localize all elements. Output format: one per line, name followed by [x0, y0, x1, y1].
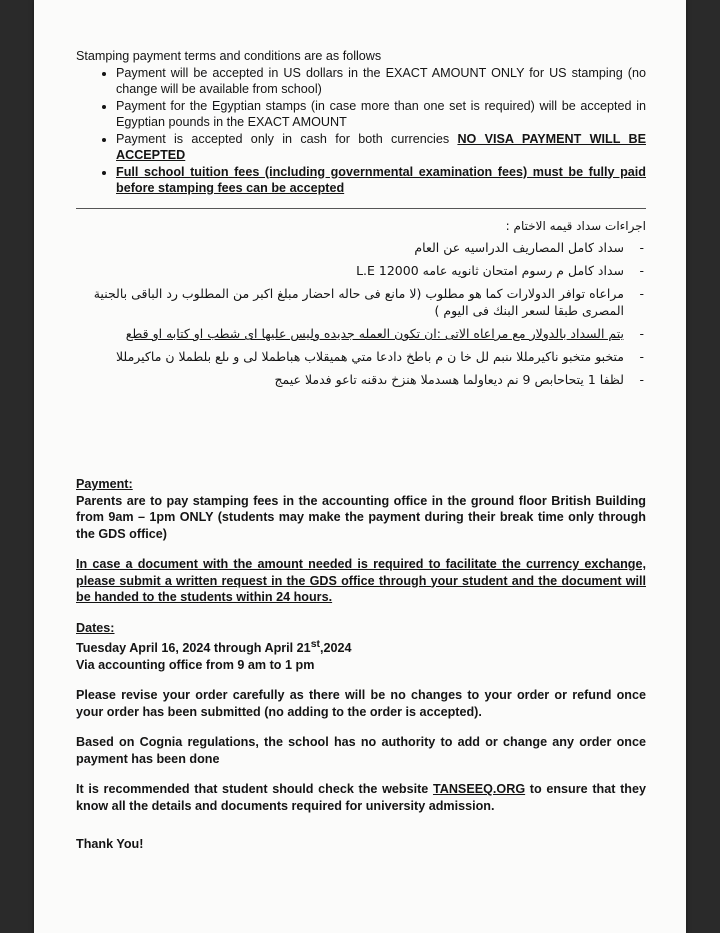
cognia-note: Based on Cognia regulations, the school has no authority to add or change any order once payment has been done: [76, 735, 646, 766]
arabic-item: - سداد كامل م رسوم امتحان ثانويه عامه 12000 L.E: [76, 262, 646, 279]
arabic-item: - لظفا 1 يتحاحابص 9 نم ديعاولما هسدملا هنزخ ىدقنه تاعو فدملا عيمج: [76, 371, 646, 388]
arabic-item: - متخبو متخبو ناكيرمللا ىنبم لل خا ن م باطخ دادعا متي هميقلاب هباطملا لى و ىلع بلطملا ن ماكيرمللا: [76, 348, 646, 365]
arabic-list: [76, 239, 646, 388]
terms-item-text: Payment is accepted only in cash for both currencies: [116, 131, 458, 146]
arabic-item: - سداد كامل المصاريف الدراسيه عن العام: [76, 239, 646, 256]
payment-heading: Payment:: [76, 477, 133, 491]
terms-intro: Stamping payment terms and conditions are as follows: [76, 49, 382, 63]
dates-range-end: ,2024: [320, 641, 352, 656]
arabic-section: [76, 218, 646, 394]
arabic-item: - مراعاه توافر الدولارات كما هو مطلوب (لا مانع فى حاله احضار مبلغ اكبر من المطلوب رد الباقى بالجنية المصرى طبقا لسعر البنك فى اليوم ): [76, 285, 646, 319]
tanseeq-link[interactable]: TANSEEQ.ORG: [432, 782, 526, 797]
arabic-item: - يتم السداد بالدولار مع مراعاه الاتى :ان تكون العمله جديده وليس عليها اى شطب او كتابه او قطع: [76, 325, 646, 342]
terms-item-text: Payment will be accepted in US dollars in the EXACT AMOUNT ONLY for US stamping (no change will be available from school): [116, 65, 646, 96]
english-section: [76, 476, 646, 867]
dates-ordinal: st: [310, 638, 321, 650]
document-page: [34, 0, 686, 933]
terms-item-egp: [116, 98, 646, 131]
revise-note: Please revise your order carefully as there will be no changes to your order or refund once your order has been submitted (no adding to the order is accepted).: [76, 688, 646, 719]
arabic-title: اجراءات سداد قيمه الاختام :: [505, 219, 646, 233]
dates-block: [76, 620, 646, 674]
dates-range-start: Tuesday April 16, 2024 through April 21: [76, 641, 311, 656]
thank-you: Thank You!: [76, 837, 144, 852]
payment-body: Parents are to pay stamping fees in the accounting office in the ground floor British Building from 9am – 1pm ONLY (students may make the payment during their break time only through the GDS office): [76, 493, 646, 541]
payment-block: [76, 476, 646, 542]
website-note-start: It is recommended that student should check the website: [76, 782, 433, 797]
website-note: [76, 781, 646, 814]
dates-range: [76, 638, 352, 656]
tuition-emphasis: Full school tuition fees (including governmental examination fees) must be fully paid before stamping fees can be accepted: [116, 164, 646, 195]
terms-item-text: Payment for the Egyptian stamps (in case more than one set is required) will be accepted in Egyptian pounds in the EXACT AMOUNT: [116, 98, 646, 129]
document-content: [76, 48, 646, 852]
section-divider: [76, 208, 646, 209]
dates-heading: Dates:: [76, 620, 115, 635]
terms-item-tuition: [116, 164, 646, 197]
document-request-note: In case a document with the amount needed is required to facilitate the currency exchange, please submit a written request in the GDS office through your student and the document will be handed to the students within 24 hours.: [76, 557, 646, 604]
terms-item-usd: [116, 65, 646, 98]
no-visa-emphasis: NO VISA PAYMENT WILL BE ACCEPTED: [116, 131, 646, 162]
website-note-end: to ensure that they know all the details and documents required for university admission.: [76, 782, 646, 813]
terms-item-cash: [116, 131, 646, 164]
dates-location: Via accounting office from 9 am to 1 pm: [76, 657, 315, 672]
terms-list: [76, 65, 646, 197]
